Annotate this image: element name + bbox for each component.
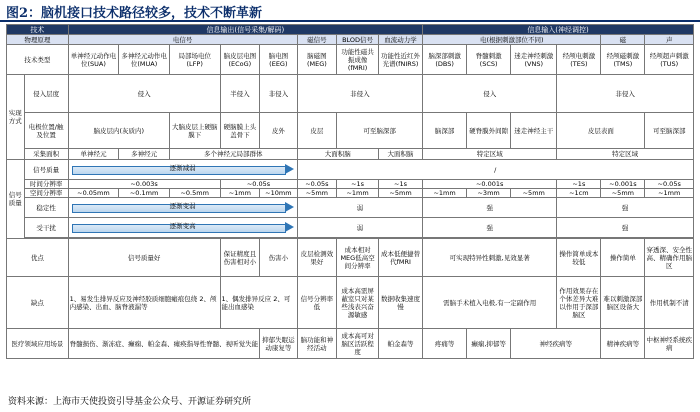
invasive-cell: 非侵入 xyxy=(297,75,423,113)
apps-cell: 成本高可对脑区活跃程度 xyxy=(337,329,379,359)
space-res-cell: ~1mm xyxy=(645,189,694,198)
pros-cell: 成本相对MEG低高空间分辨率 xyxy=(337,239,379,277)
position-cell: 硬脊膜外间隙 xyxy=(467,113,511,149)
tech-type-cell: 脑皮层电图(ECoG) xyxy=(220,45,260,75)
space-res-cell: ~1mm xyxy=(220,189,260,198)
impl-side-label: 实现方式 xyxy=(7,75,25,160)
physics-sound: 声 xyxy=(645,35,694,45)
space-res-cell: ~10mm xyxy=(260,189,297,198)
cons-cell: 信号分辨率低 xyxy=(297,277,337,329)
pros-row xyxy=(7,239,694,277)
pros-cell: 操作简单成本较低 xyxy=(557,239,601,277)
apps-cell: 中枢神经系统疾病 xyxy=(645,329,694,359)
time-res-cell: ~1s xyxy=(557,180,601,189)
position-cell: 硬脑膜上头盖骨下 xyxy=(220,113,260,149)
tech-type-cell: 脑电图(EEG) xyxy=(260,45,297,75)
space-res-cell: ~0.5mm xyxy=(169,189,220,198)
time-res-cell: ~0.05s xyxy=(297,180,337,189)
invasive-cell: 侵入 xyxy=(423,75,557,113)
tech-type-cell: 功能性磁共振成像(fMRI) xyxy=(337,45,379,75)
cons-label: 缺点 xyxy=(7,277,69,329)
tech-type-label: 技术类型 xyxy=(7,45,69,75)
title-rule xyxy=(0,20,700,22)
area-cell: 多神经元 xyxy=(119,149,170,160)
signal-quality-slash: / xyxy=(297,160,693,180)
area-label: 采集面积 xyxy=(24,149,68,160)
signal-quality-arrow xyxy=(70,164,296,175)
position-cell: 可至脑深部 xyxy=(645,113,694,149)
invasive-cell: 侵入 xyxy=(68,75,220,113)
time-res-cell: ~0.05s xyxy=(220,180,297,189)
interference-arrow-cell xyxy=(68,218,297,238)
arrow-head-icon xyxy=(285,222,294,232)
stability-cell: 弱 xyxy=(297,198,423,218)
header-output: 信息输出(信号采集/解码) xyxy=(68,25,422,35)
physics-row xyxy=(7,35,694,45)
stability-arrow-text: 逐渐变弱 xyxy=(169,202,196,210)
pros-label: 优点 xyxy=(7,239,69,277)
physics-magnetic: 磁信号 xyxy=(297,35,337,45)
space-res-cell: ~3mm xyxy=(467,189,511,198)
tech-type-cell: 经颅超声刺激(TUS) xyxy=(645,45,694,75)
space-res-cell: ~5mm xyxy=(297,189,337,198)
invasive-cell: 半侵入 xyxy=(220,75,260,113)
physics-blood: BLOD信号 xyxy=(337,35,379,45)
interference-arrow xyxy=(70,222,296,233)
figure-title-bar xyxy=(0,0,700,22)
invasive-cell: 非侵入 xyxy=(557,75,694,113)
area-cell: 大面积脑 xyxy=(297,149,378,160)
apps-cell: 抑郁失眠运动康复等 xyxy=(260,329,297,359)
time-res-cell: ~0.003s xyxy=(68,180,220,189)
pros-cell: 穿透深、安全性高、精确作用脑区 xyxy=(645,239,694,277)
arrow-head-icon xyxy=(285,164,294,174)
stability-cell: 强 xyxy=(557,198,694,218)
apps-cell: 精神疾病等 xyxy=(601,329,645,359)
area-cell: 单神经元 xyxy=(68,149,119,160)
space-res-cell: ~0.05mm xyxy=(68,189,119,198)
space-res-cell: ~0.1mm xyxy=(119,189,170,198)
stability-arrow-cell xyxy=(68,198,297,218)
position-cell: 脑深部 xyxy=(423,113,467,149)
cons-cell: 需脑手术植入电极,有一定副作用 xyxy=(423,277,557,329)
apps-cell: 脊髓损伤、渐冻症、癫痫、帕金森、瘫痪指导性脊髓、视听觉失能 xyxy=(68,329,260,359)
time-res-cell: ~0.001s xyxy=(601,180,645,189)
stability-row xyxy=(7,198,694,218)
signal-quality-label: 信号质量 xyxy=(24,160,68,180)
time-res-cell: ~0.001s xyxy=(423,180,557,189)
space-res-cell: ~5mm xyxy=(601,189,645,198)
position-cell: 皮层表面 xyxy=(557,113,645,149)
pros-cell: 保证精度且伤害相对小 xyxy=(220,239,260,277)
pros-cell: 信号质量好 xyxy=(68,239,220,277)
interference-cell: 弱 xyxy=(297,218,423,238)
arrow-head-icon xyxy=(285,202,294,212)
pros-cell: 伤害小 xyxy=(260,239,297,277)
interference-cell: 强 xyxy=(557,218,694,238)
position-cell: 迷走神经主干 xyxy=(511,113,557,149)
time-res-row xyxy=(7,180,694,189)
area-cell: 特定区域 xyxy=(557,149,694,160)
header-row xyxy=(7,25,694,35)
cons-cell: 1、偶发排异反应 2、可能出血感染 xyxy=(220,277,297,329)
cons-cell: 成本高需屏蔽室只对某些浅表兴奋源敏感 xyxy=(337,277,379,329)
pros-cell: 成本低便捷替代fMRI xyxy=(378,239,422,277)
physics-electric: 电信号 xyxy=(68,35,297,45)
apps-cell: 疼痛等 xyxy=(423,329,467,359)
tech-type-cell: 多神经元动作电位(MUA) xyxy=(119,45,170,75)
pros-cell: 皮层检测效果好 xyxy=(297,239,337,277)
space-res-cell: ~1mm xyxy=(423,189,467,198)
area-cell: 多个神经元局部群体 xyxy=(169,149,297,160)
apps-cell: 脑功能和神经活动 xyxy=(297,329,337,359)
position-cell: 皮外 xyxy=(260,113,297,149)
cons-row xyxy=(7,277,694,329)
tech-type-cell: 局部场电位(LFP) xyxy=(169,45,220,75)
position-row xyxy=(7,113,694,149)
signal-quality-row xyxy=(7,160,694,180)
source-footer: 资料来源：上海市天使投资引导基金公众号、开源证券研究所 xyxy=(8,397,252,407)
pros-cell: 可实现特异性刺激,见效显著 xyxy=(423,239,557,277)
tech-type-cell: 经颅磁刺激(TMS) xyxy=(601,45,645,75)
position-cell: 皮层 xyxy=(297,113,337,149)
tech-type-cell: 脊髓刺激(SCS) xyxy=(467,45,511,75)
stability-arrow xyxy=(70,202,296,213)
signal-quality-arrow-text: 逐渐减弱 xyxy=(169,164,196,172)
interference-row xyxy=(7,218,694,238)
pros-cell: 操作简单 xyxy=(601,239,645,277)
time-res-label: 时间分辨率 xyxy=(24,180,68,189)
apps-cell: 帕金森等 xyxy=(378,329,422,359)
physics-label: 物理原理 xyxy=(7,35,69,45)
time-res-cell: ~1s xyxy=(337,180,379,189)
physics-hemo: 血流动力学 xyxy=(378,35,422,45)
tech-type-cell: 脑磁图(MEG) xyxy=(297,45,337,75)
physics-mag-in: 磁 xyxy=(601,35,645,45)
stability-label: 稳定性 xyxy=(24,198,68,218)
tech-type-cell: 脑深部刺激(DBS) xyxy=(423,45,467,75)
apps-cell: 神经疾病等 xyxy=(511,329,601,359)
cons-cell: 作用效果存在个体差异大难以作用于深部脑区 xyxy=(557,277,601,329)
physics-elec-in: 电(根据刺激部位不同) xyxy=(423,35,601,45)
position-label: 电极位置/触及位置 xyxy=(24,113,68,149)
interference-cell: 强 xyxy=(423,218,557,238)
apps-cell: 癫痫,抑郁等 xyxy=(467,329,511,359)
space-res-cell: ~1cm xyxy=(557,189,601,198)
interference-arrow-text: 逐渐变高 xyxy=(169,222,196,230)
figure-title: 图2：脑机接口技术路径较多，技术不断革新 xyxy=(6,6,263,21)
apps-label: 医疗领域应用场景 xyxy=(7,329,69,359)
header-input: 信息输入(神经调控) xyxy=(423,25,694,35)
invasive-label: 侵入层度 xyxy=(24,75,68,113)
signal-quality-arrow-cell xyxy=(68,160,297,180)
interference-label: 受干扰 xyxy=(24,218,68,238)
cons-cell: 数据收集速度慢 xyxy=(378,277,422,329)
space-res-cell: ~5mm xyxy=(511,189,557,198)
invasive-cell: 非侵入 xyxy=(260,75,297,113)
bci-comparison-table xyxy=(6,24,694,359)
tech-type-cell: 迷走神经刺激(VNS) xyxy=(511,45,557,75)
tech-type-row xyxy=(7,45,694,75)
cons-cell: 作用机制不清 xyxy=(645,277,694,329)
time-res-cell: ~0.05s xyxy=(645,180,694,189)
area-row xyxy=(7,149,694,160)
invasive-row xyxy=(7,75,694,113)
cons-cell: 难以刺激深部脑区设备大 xyxy=(601,277,645,329)
position-cell: 大脑皮层上硬脑膜下 xyxy=(169,113,220,149)
space-res-cell: ~1mm xyxy=(337,189,379,198)
cons-cell: 1、易发生排异反应及神经胶质细胞瘢痕包绕 2、颅内感染、出血、脑脊液漏等 xyxy=(68,277,220,329)
position-cell: 可至脑深部 xyxy=(337,113,423,149)
area-cell: 特定区域 xyxy=(423,149,557,160)
header-tech: 技术 xyxy=(7,25,69,35)
tech-type-cell: 单神经元动作电位(SUA) xyxy=(68,45,119,75)
tech-type-cell: 功能性近红外光谱(fNIRS) xyxy=(378,45,422,75)
space-res-label: 空间分辨率 xyxy=(24,189,68,198)
apps-row xyxy=(7,329,694,359)
tech-type-cell: 经颅电刺激(TES) xyxy=(557,45,601,75)
time-res-cell: ~1s xyxy=(378,180,422,189)
space-res-row xyxy=(7,189,694,198)
space-res-cell: ~5mm xyxy=(378,189,422,198)
stability-cell: 强 xyxy=(423,198,557,218)
area-cell: 大面积脑 xyxy=(378,149,422,160)
position-cell: 脑皮层内(灰质内) xyxy=(68,113,169,149)
quality-side-label: 信号质量 xyxy=(7,160,25,239)
